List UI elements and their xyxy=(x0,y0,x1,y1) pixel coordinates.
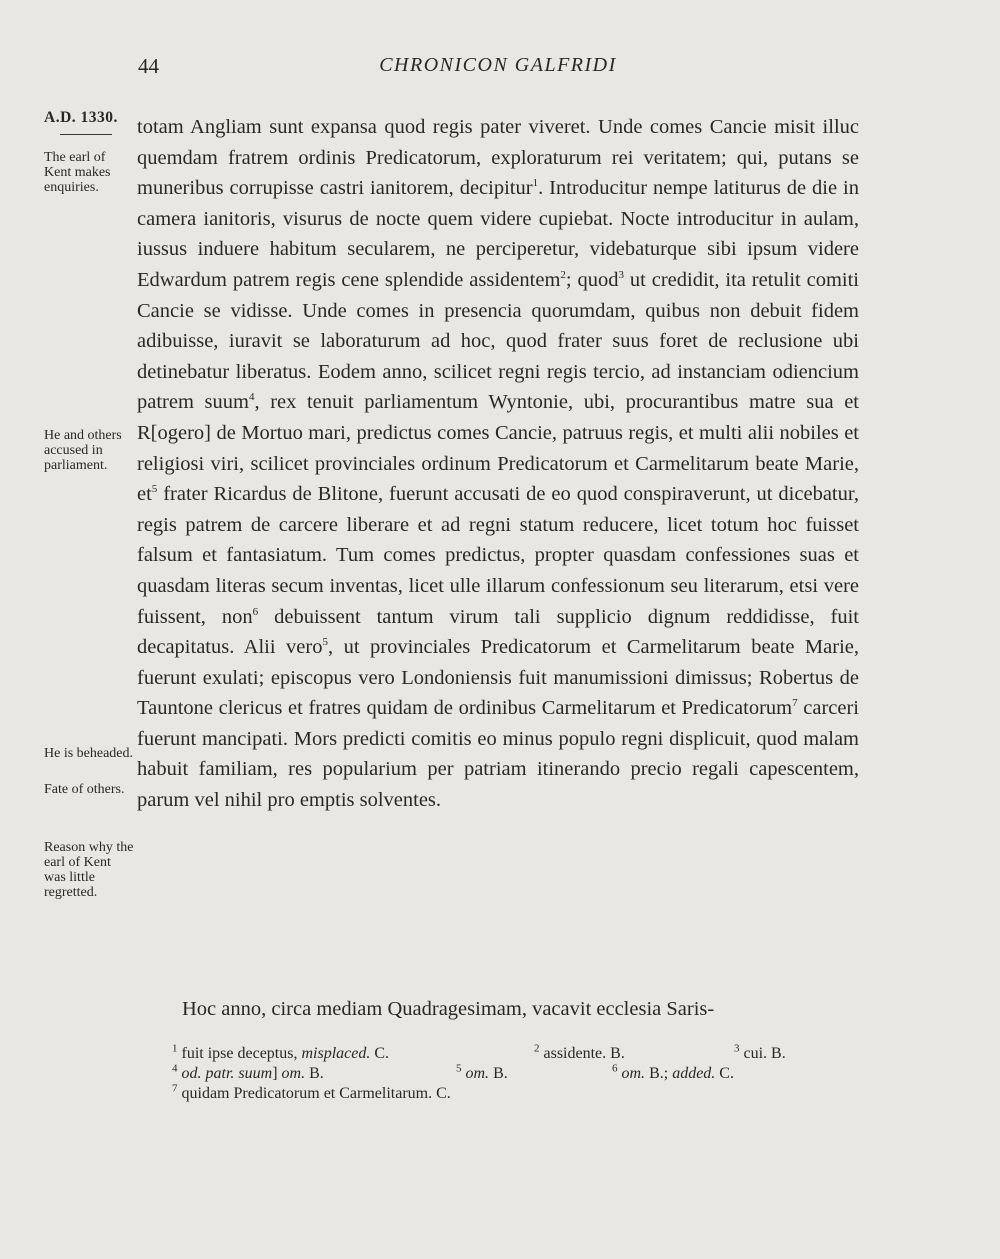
footnote-ref: 6 xyxy=(252,605,259,618)
footnote-number: 5 xyxy=(456,1062,462,1075)
footnote-6 xyxy=(612,1064,734,1084)
year-marginal: A.D. 1330. xyxy=(44,109,118,126)
side-note-beheaded: He is beheaded. xyxy=(44,746,134,761)
footnote-5 xyxy=(456,1064,508,1084)
footnote-number: 6 xyxy=(612,1062,618,1075)
text-segment: , ut provinciales Predicatorum et Carmelitarum beate Marie, fuerunt exulati; episcopus vero Londoniensis fuit manumissioni dimissus; Robertus de Tauntone clericus et fratres quidam de ordinibus Carmelitarum et Predicatorum xyxy=(137,636,859,720)
text-segment: . Introducitur nempe latiturus de die in camera ianitoris, visurus de nocte quem videre cupiebat. Nocte introducitur in aulam, iussus induere habitum secularem, ne perciperetur, videbaturque sibi ipsum videre Edwardum patrem regis cene splendide assidentem xyxy=(137,177,859,291)
next-paragraph: Hoc anno, circa mediam Quadragesimam, vacavit ecclesia Saris- xyxy=(182,998,715,1020)
footnote-number: 3 xyxy=(734,1042,740,1055)
footnote-text: quidam Predicatorum et Carmelitarum. C. xyxy=(177,1085,451,1102)
text-segment: frater Ricardus de Blitone, fuerunt accusati de eo quod conspiraverunt, ut dicebatur, regis patrem de carcere liberare et ad regni statum reducere, licet totum hoc fuisset falsum et fantasiatum. Tum comes predictus, propter quasdam confessiones suas et quasdam literas secum inventas, licet ulle illarum confessionum seu literarum, etsi vere fuissent, non xyxy=(137,483,859,628)
footnote-text: fuit ipse deceptus, xyxy=(177,1045,302,1062)
text-segment: ut credidit, ita retulit comiti Cancie se vidisse. Unde comes in presencia quorumdam, quibus non debuit fidem adibuisse, iuravit se laboraturum ad hoc, quod frater suus foret de reclusione ubi detinebatur liberatus. Eodem anno, scilicet regni regis tercio, ad instanciam odiencium patrem suum xyxy=(137,268,859,414)
year-rule-divider xyxy=(60,134,112,135)
footnotes xyxy=(172,1044,822,1104)
footnote-number: 1 xyxy=(172,1042,178,1055)
footnote-italic: om. xyxy=(281,1065,306,1082)
footnote-7 xyxy=(172,1084,451,1104)
footnote-3 xyxy=(734,1044,786,1064)
footnote-4 xyxy=(172,1064,324,1084)
footnote-row xyxy=(172,1044,822,1064)
footnote-ref: 4 xyxy=(248,391,255,404)
side-note-accused: He and others accused in parliament. xyxy=(44,428,122,473)
text-segment: debuissent tantum virum tali supplicio dignum reddidisse, fuit decapitatus. Alii vero xyxy=(137,605,859,659)
footnote-italic: om. xyxy=(461,1065,490,1082)
footnote-italic: misplaced. xyxy=(301,1045,371,1062)
page-header xyxy=(138,54,858,86)
footnote-text: B. xyxy=(305,1065,324,1082)
footnote-ref: 5 xyxy=(151,483,158,496)
side-note-enquiries: The earl of Kent makes enquiries. xyxy=(44,150,111,195)
footnote-italic: od. patr. suum xyxy=(177,1065,273,1082)
footnote-text: C. xyxy=(370,1045,390,1062)
text-segment: , rex tenuit parliamentum Wyntonie, ubi, procurantibus matre sua et R[ogero] de Mortuo mari, predictus comes Cancie, patruus regis, et multi alii nobiles et religiosi viri, scilicet provinciales ordinum Predicatorum et Carmelitarum beate Marie, et xyxy=(137,391,859,506)
footnote-italic: om. xyxy=(617,1065,646,1082)
footnote-ref: 2 xyxy=(560,269,566,282)
page-number: 44 xyxy=(138,54,159,78)
footnote-number: 2 xyxy=(534,1042,540,1055)
footnote-1 xyxy=(172,1044,389,1064)
text-segment: carceri fuerunt mancipati. Mors predicti comitis eo minus populo regni displicuit, quod malam habuit familiam, res popularium per patriam itinerando precio regali capescentem, parum vel nihil pro emptis solventes. xyxy=(137,697,859,812)
footnote-italic: added. xyxy=(672,1065,716,1082)
main-text xyxy=(137,112,859,816)
footnote-ref: 7 xyxy=(792,697,798,710)
side-note-reason: Reason why the earl of Kent was little regretted. xyxy=(44,840,134,900)
footnote-row xyxy=(172,1084,822,1104)
footnote-ref: 3 xyxy=(618,269,624,282)
text-segment: totam Angliam sunt expansa quod regis pater viveret. Unde comes Cancie misit illuc quemdam fratrem ordinis Predicatorum, exploraturum rei veritatem; qui, putans se muneribus corrupisse castri ianitorem, decipitur xyxy=(137,116,859,200)
footnote-ref: 5 xyxy=(322,636,328,649)
text-segment: ; quod xyxy=(565,268,619,291)
footnote-ref: 1 xyxy=(532,177,539,190)
footnote-2 xyxy=(534,1044,625,1064)
footnote-text: C. xyxy=(715,1065,734,1082)
footnote-number: 4 xyxy=(172,1062,178,1075)
footnote-text: cui. B. xyxy=(739,1045,786,1062)
footnote-text: B. xyxy=(489,1065,508,1082)
side-note-fate: Fate of others. xyxy=(44,782,125,797)
footnote-number: 7 xyxy=(172,1082,178,1095)
footnote-text: B.; xyxy=(645,1065,673,1082)
running-title: CHRONICON GALFRIDI xyxy=(379,54,617,76)
footnote-text: assidente. B. xyxy=(539,1045,625,1062)
footnote-text: ] xyxy=(272,1065,282,1082)
footnote-row xyxy=(172,1064,822,1084)
